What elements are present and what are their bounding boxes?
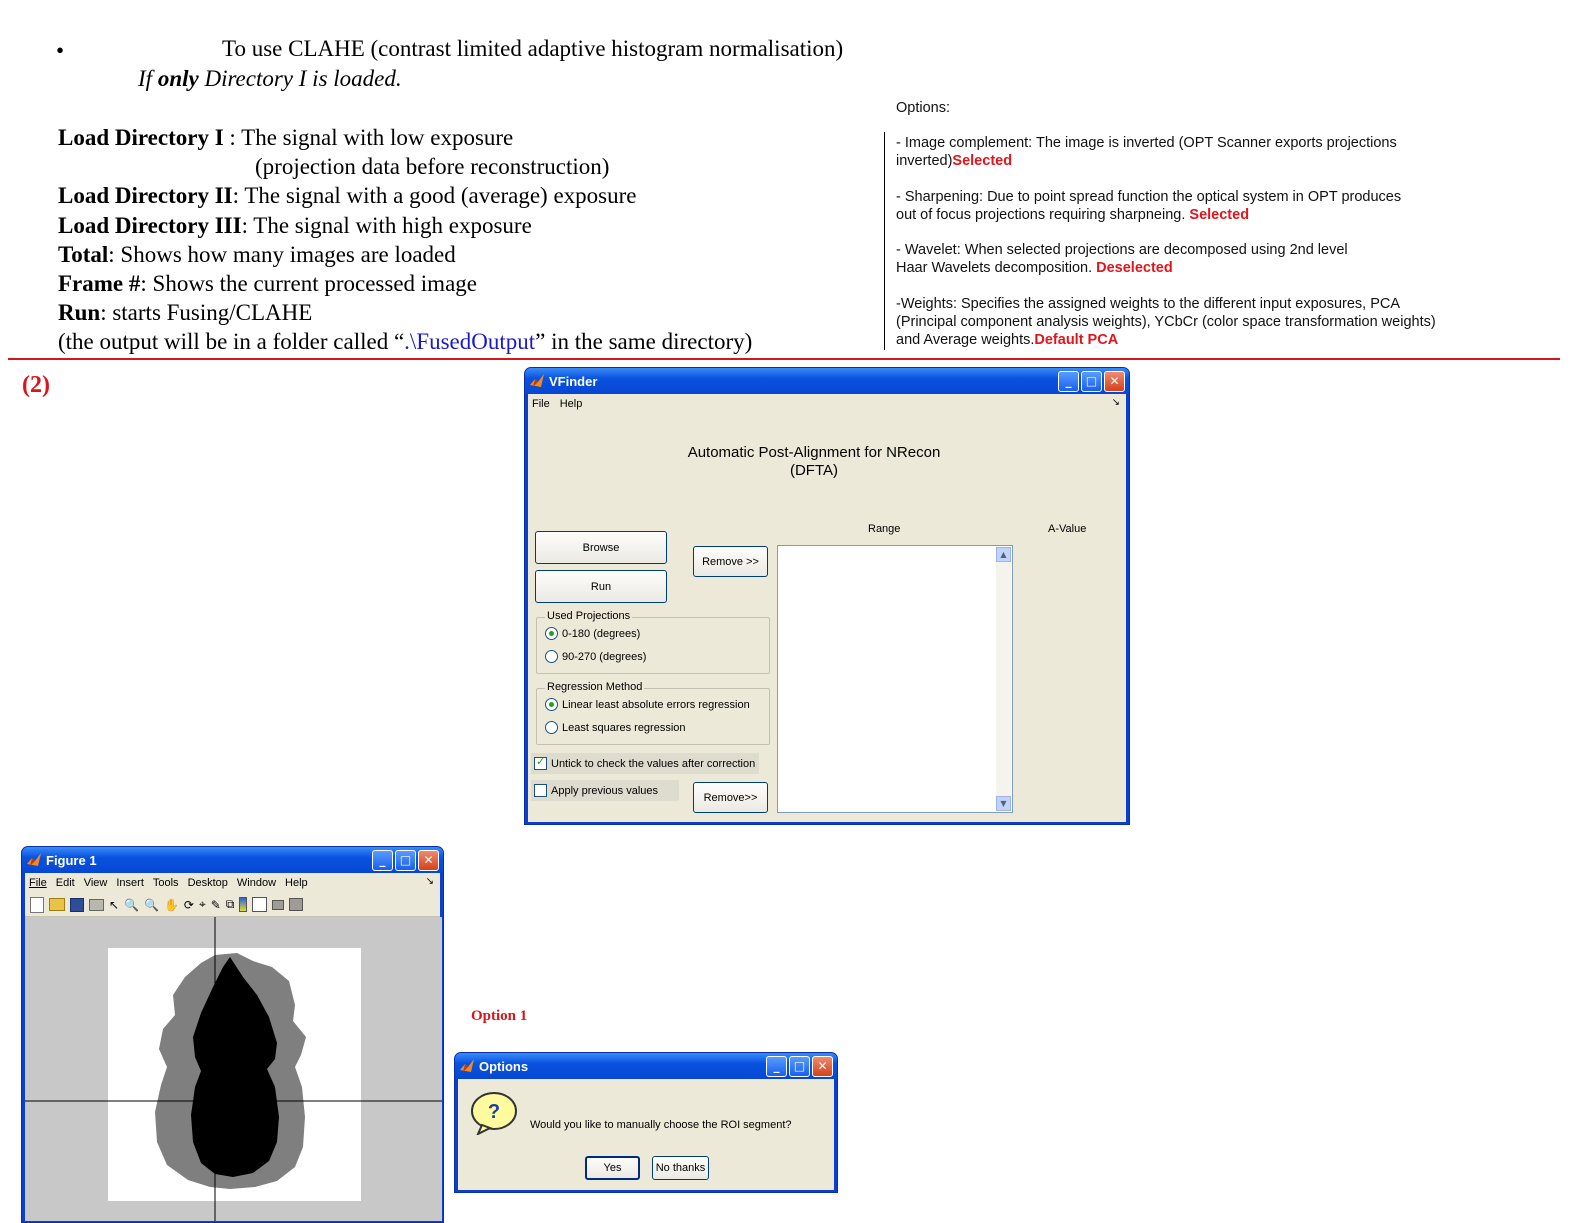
figure-window	[21, 846, 444, 1223]
run-line: Run: starts Fusing/CLAHE	[58, 300, 313, 325]
scrollbar-track[interactable]	[996, 562, 1011, 796]
load-dir-3: Load Directory III: The signal with high exposure	[58, 213, 532, 238]
menu-edit[interactable]: Edit	[55, 877, 75, 889]
close-button[interactable]: ✕	[812, 1056, 833, 1077]
maximize-button[interactable]: □	[789, 1056, 810, 1077]
radio-linear-lae[interactable]: Linear least absolute errors regression	[545, 698, 750, 711]
vfinder-window	[524, 367, 1130, 825]
load-dir-2: Load Directory II: The signal with a good (average) exposure	[58, 183, 637, 208]
figure-canvas[interactable]	[25, 917, 442, 1221]
minimize-button[interactable]: _	[372, 850, 393, 871]
regression-method-group	[536, 681, 770, 745]
run-button[interactable]: Run	[535, 570, 667, 603]
pan-hand-icon[interactable]: ✋	[163, 897, 179, 912]
browse-button[interactable]: Browse	[535, 531, 667, 564]
yes-button[interactable]: Yes	[585, 1156, 640, 1180]
minimize-button[interactable]: _	[1058, 371, 1079, 392]
option-wavelet: - Wavelet: When selected projections are decomposed using 2nd level Haar Wavelets decomposition. Deselected	[896, 242, 1348, 276]
option-sharpening: - Sharpening: Due to point spread function the optical system in OPT produces out of focus projections requiring sharpneing. Selected	[896, 189, 1402, 223]
load-dir-1: Load Directory I : The signal with low exposure	[58, 125, 514, 150]
figure-menubar	[25, 873, 440, 893]
option-1-label: Option 1	[471, 1008, 528, 1024]
output-line: (the output will be in a folder called “.\FusedOutput” in the same directory)	[58, 329, 753, 354]
minimize-button[interactable]: _	[766, 1056, 787, 1077]
select-arrow-icon[interactable]: ↖	[109, 897, 120, 912]
close-button[interactable]: ✕	[1104, 371, 1125, 392]
vfinder-menubar	[528, 394, 1126, 414]
svg-text:?: ?	[487, 1101, 501, 1123]
figure-title: Figure 1	[46, 852, 97, 868]
open-file-icon[interactable]	[49, 898, 65, 911]
clahe-line: To use CLAHE (contrast limited adaptive histogram normalisation)	[222, 36, 844, 61]
option-weights: -Weights: Specifies the assigned weights to the different input exposures, PCA (Principal component analysis weights), YCbCr (color space transformation weights) and Average weights.Default PCA	[896, 296, 1436, 348]
hide-tools-icon[interactable]	[272, 900, 284, 910]
total-line: Total: Shows how many images are loaded	[58, 242, 456, 267]
radio-least-squares[interactable]: Least squares regression	[545, 721, 686, 734]
matlab-logo-icon	[529, 373, 545, 389]
save-icon[interactable]	[70, 898, 84, 912]
option-image-complement: - Image complement: The image is inverted (OPT Scanner exports projections inverted)Selected	[896, 135, 1397, 169]
section-label: (2)	[22, 372, 50, 398]
a-value-header: A-Value	[1048, 523, 1087, 535]
options-dialog-title: Options	[479, 1058, 529, 1074]
radio-90-270[interactable]: 90-270 (degrees)	[545, 650, 646, 663]
scroll-up-icon[interactable]: ▲	[996, 547, 1011, 562]
legend-icon[interactable]	[252, 897, 267, 912]
bullet: •	[56, 38, 65, 63]
options-title: Options:	[896, 100, 950, 116]
menu-file[interactable]: File	[29, 877, 47, 889]
radio-0-180[interactable]: 0-180 (degrees)	[545, 627, 640, 640]
print-icon[interactable]	[89, 899, 104, 911]
new-figure-icon[interactable]	[30, 897, 44, 913]
radio-90-270-indicator[interactable]	[545, 650, 558, 663]
frame-line: Frame #: Shows the current processed image	[58, 271, 477, 296]
dialog-question: Would you like to manually choose the ROI segment?	[530, 1119, 792, 1131]
zoom-in-icon[interactable]: 🔍	[124, 897, 140, 912]
vfinder-heading: Automatic Post-Alignment for NRecon (DFTA)	[687, 444, 941, 479]
rotate-icon[interactable]: ⟳	[183, 897, 194, 912]
show-tools-icon[interactable]	[289, 898, 303, 911]
menu-window[interactable]: Window	[236, 877, 277, 889]
colorbar-icon[interactable]	[239, 897, 247, 912]
remove-button-top[interactable]: Remove >>	[693, 546, 768, 577]
load-dir-1-note: (projection data before reconstruction)	[255, 154, 610, 179]
range-listbox[interactable]	[777, 545, 1013, 813]
apply-previous-checkbox[interactable]: Apply previous values	[531, 780, 679, 801]
brush-icon[interactable]: ✎	[210, 897, 221, 912]
vfinder-titlebar[interactable]	[525, 368, 1129, 394]
menu-insert[interactable]: Insert	[116, 877, 144, 889]
menu-view[interactable]: View	[83, 877, 108, 889]
used-projections-group	[536, 610, 770, 674]
vfinder-title: VFinder	[549, 373, 598, 389]
figure-toolbar	[25, 893, 440, 917]
menu-help[interactable]: Help	[559, 398, 583, 410]
maximize-button[interactable]: □	[395, 850, 416, 871]
apply-previous-checkbox-box[interactable]	[534, 784, 547, 797]
matlab-logo-icon	[459, 1058, 475, 1074]
zoom-out-icon[interactable]: 🔍	[144, 897, 159, 912]
figure-titlebar[interactable]	[22, 847, 443, 873]
untick-checkbox-box[interactable]	[534, 757, 547, 770]
menu-help[interactable]: Help	[285, 877, 308, 889]
close-button[interactable]: ✕	[418, 850, 439, 871]
scroll-down-icon[interactable]: ▼	[996, 796, 1011, 811]
menu-desktop[interactable]: Desktop	[187, 877, 228, 889]
untick-checkbox[interactable]: ✓ Untick to check the values after correction	[531, 753, 759, 774]
matlab-logo-icon	[26, 852, 42, 868]
question-icon	[470, 1091, 518, 1135]
section-separator	[8, 358, 1560, 360]
used-projections-label: Used Projections	[547, 610, 631, 622]
data-cursor-icon[interactable]: ⌖	[198, 897, 206, 911]
menu-tools[interactable]: Tools	[152, 877, 179, 889]
radio-linear-lae-indicator[interactable]	[545, 698, 558, 711]
menubar-dock-icon[interactable]: ↘	[1111, 397, 1120, 408]
options-dialog-titlebar[interactable]	[455, 1053, 837, 1079]
options-divider	[884, 132, 885, 350]
if-only-line: If only Directory I is loaded.	[138, 66, 402, 91]
fused-output-link[interactable]: .\FusedOutput	[404, 329, 536, 354]
menubar-dock-icon[interactable]: ↘	[425, 876, 434, 887]
segmented-image	[25, 917, 442, 1221]
regression-method-label: Regression Method	[547, 681, 643, 693]
radio-least-squares-indicator[interactable]	[545, 721, 558, 734]
no-thanks-button[interactable]: No thanks	[652, 1156, 709, 1180]
menu-file[interactable]: File	[532, 398, 550, 410]
range-header: Range	[868, 523, 901, 535]
link-plot-icon[interactable]: ⧉	[225, 897, 235, 911]
remove-button-bottom[interactable]: Remove>>	[693, 782, 768, 813]
radio-0-180-indicator[interactable]	[545, 627, 558, 640]
maximize-button[interactable]: □	[1081, 371, 1102, 392]
options-dialog	[454, 1052, 838, 1193]
